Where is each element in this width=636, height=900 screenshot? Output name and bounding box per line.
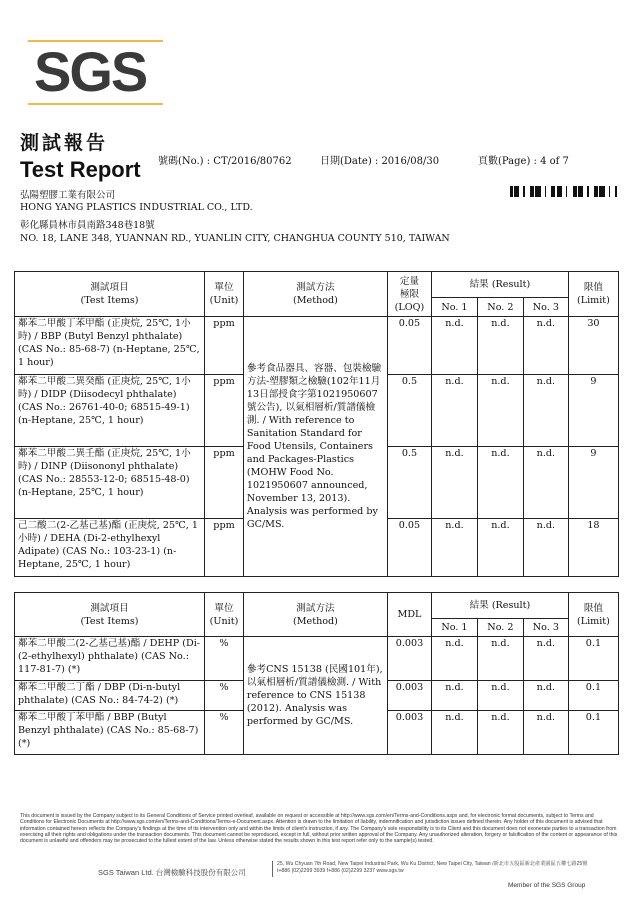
unit-cell: ppm xyxy=(205,519,244,577)
client-name-en: HONG YANG PLASTICS INDUSTRIAL CO., LTD. xyxy=(20,202,253,213)
test-item: 鄰苯二甲酸丁苯甲酯 (正庚烷, 25℃, 1小時) / BBP (Butyl Benzyl phthalate) (CAS No.: 85-68-7) (n-Heptane, 25℃, 1 hour) xyxy=(15,317,205,375)
col-header-mdl: MDL xyxy=(388,593,432,637)
result-no2: n.d. xyxy=(477,317,523,375)
footer-company-name: SGS Taiwan Ltd. 台灣檢驗科技股份有限公司 xyxy=(98,868,246,877)
limit-cell: 0.1 xyxy=(568,711,618,755)
unit-cell: ppm xyxy=(205,317,244,375)
col-header-no1: No. 1 xyxy=(431,298,477,317)
result-no3: n.d. xyxy=(523,375,568,447)
footer-address-line: 25, Wu Chyuan 7th Road, New Taipei Industrial Park, Wu Ku District, New Taipei City, Taiwan /新北市五股區新北產業園區五權七路25號 xyxy=(277,861,588,867)
table-row xyxy=(15,317,619,375)
client-address-zh: 彰化縣員林市員南路348巷18號 xyxy=(20,220,155,231)
result-no1: n.d. xyxy=(431,375,477,447)
test-item: 鄰苯二甲酸二丁酯 / DBP (Di-n-butyl phthalate) (CAS No.: 84-74-2) (*) xyxy=(15,681,205,711)
result-no1: n.d. xyxy=(431,519,477,577)
sgs-logo xyxy=(28,38,163,106)
report-title-zh: 測試報告 xyxy=(20,132,109,154)
result-no3: n.d. xyxy=(523,317,568,375)
result-no1: n.d. xyxy=(431,317,477,375)
unit-cell: % xyxy=(205,711,244,755)
col-header-test-items: 測試項目 (Test Items) xyxy=(15,593,205,637)
col-header-no1: No. 1 xyxy=(431,619,477,637)
result-no3: n.d. xyxy=(523,681,568,711)
sgs-logo-text: SGS xyxy=(34,40,147,103)
loq-cell: 0.05 xyxy=(388,519,432,577)
test-item: 己二酸二(2-乙基己基)酯 (正庚烷, 25℃, 1小時) / DEHA (Di-2-ethylhexyl Adipate) (CAS No.: 103-23-1) (n-Heptane, 25℃, 1 hour) xyxy=(15,519,205,577)
report-number: 號碼(No.) : CT/2016/80762 xyxy=(158,156,292,167)
result-no2: n.d. xyxy=(477,519,523,577)
limit-cell: 0.1 xyxy=(568,681,618,711)
result-no2: n.d. xyxy=(477,447,523,519)
result-no3: n.d. xyxy=(523,637,568,681)
col-header-no3: No. 3 xyxy=(523,298,568,317)
result-no2: n.d. xyxy=(477,375,523,447)
unit-cell: ppm xyxy=(205,447,244,519)
method-cell: 參考食品器具、容器、包裝檢驗方法-塑膠類之檢驗(102年11月13日部授食字第1021950607號公告), 以氣相層析/質譜儀檢測. / With reference to Sanitation Standard for Food Utensils, Containers and Packages-Plastics (MOHW Food No. 1021950607 announced, November 13, 2013). Analysis was performed by GC/MS. xyxy=(243,317,387,577)
col-header-limit: 限值 (Limit) xyxy=(568,272,618,317)
unit-cell: % xyxy=(205,637,244,681)
col-header-loq: 定量 極限 (LOQ) xyxy=(388,272,432,317)
test-item: 鄰苯二甲酸丁苯甲酯 / BBP (Butyl Benzyl phthalate) (CAS No.: 85-68-7) (*) xyxy=(15,711,205,755)
test-item: 鄰苯二甲酸二(2-乙基己基)酯 / DEHP (Di-(2-ethylhexyl) phthalate) (CAS No.: 117-81-7) (*) xyxy=(15,637,205,681)
limit-cell: 9 xyxy=(568,375,618,447)
mdl-cell: 0.003 xyxy=(388,711,432,755)
col-header-no2: No. 2 xyxy=(477,619,523,637)
col-header-limit: 限值 (Limit) xyxy=(568,593,618,637)
col-header-no3: No. 3 xyxy=(523,619,568,637)
results-table-phthalates xyxy=(14,592,619,755)
result-no2: n.d. xyxy=(477,711,523,755)
footer-contact-line: t+886 (02)2299 3939 f+886 (02)2299 3237 www.sgs.tw xyxy=(277,868,404,874)
client-address-en: NO. 18, LANE 348, YUANNAN RD., YUANLIN CITY, CHANGHUA COUNTY 510, TAIWAN xyxy=(20,233,450,244)
limit-cell: 30 xyxy=(568,317,618,375)
loq-cell: 0.5 xyxy=(388,447,432,519)
loq-cell: 0.05 xyxy=(388,317,432,375)
limit-cell: 0.1 xyxy=(568,637,618,681)
limit-cell: 18 xyxy=(568,519,618,577)
test-item: 鄰苯二甲酸二異壬酯 (正庚烷, 25℃, 1小時) / DINP (Diisononyl phthalate) (CAS No.: 28553-12-0; 68515-48-0) (n-Heptane, 25℃, 1 hour) xyxy=(15,447,205,519)
loq-cell: 0.5 xyxy=(388,375,432,447)
unit-cell: % xyxy=(205,681,244,711)
legal-disclaimer: This document is issued by the Company subject to its General Conditions of Service printed overleaf, available on request or accessible at http://www.sgs.com/en/Terms-and-Conditions.aspx and, for electronic format documents, subject to Terms and Conditions for Electronic Documents at http://www.sgs.com/en/Terms-and-Conditions/Terms-e-Document.aspx. Attention is drawn to the limitation of liability, indemnification and jurisdiction issues defined therein. Any holder of this document is advised that information contained hereon reflects the Company's findings at the time of its intervention only and within the limits of client's instruction, if any. The Company's sole responsibility is to its Client and this document does not exonerate parties to a transaction from exercising all their rights and obligations under the transaction documents. This document cannot be reproduced, except in full, without prior written approval of the Company. Any unauthorized alteration, forgery or falsification of the content or appearance of this document is unlawful and offenders may be prosecuted to the fullest extent of the law. Unless otherwise stated the results shown in this test report refer only to the sample(s) tested. xyxy=(20,813,618,845)
col-header-result: 結果 (Result) xyxy=(431,593,568,619)
results-table-migration xyxy=(14,271,619,577)
col-header-test-items: 測試項目 (Test Items) xyxy=(15,272,205,317)
result-no3: n.d. xyxy=(523,519,568,577)
result-no1: n.d. xyxy=(431,711,477,755)
col-header-unit: 單位 (Unit) xyxy=(205,593,244,637)
unit-cell: ppm xyxy=(205,375,244,447)
report-title-en: Test Report xyxy=(20,157,141,182)
col-header-method: 測試方法 (Method) xyxy=(243,272,387,317)
footer-address xyxy=(277,861,587,875)
result-no3: n.d. xyxy=(523,711,568,755)
barcode xyxy=(510,186,618,197)
report-date: 日期(Date) : 2016/08/30 xyxy=(320,156,440,167)
result-no2: n.d. xyxy=(477,681,523,711)
col-header-result: 結果 (Result) xyxy=(431,272,568,298)
col-header-method: 測試方法 (Method) xyxy=(243,593,387,637)
limit-cell: 9 xyxy=(568,447,618,519)
mdl-cell: 0.003 xyxy=(388,637,432,681)
result-no3: n.d. xyxy=(523,447,568,519)
method-cell: 參考CNS 15138 (民國101年), 以氣相層析/質譜儀檢測. / With reference to CNS 15138 (2012). Analysis was performed by GC/MS. xyxy=(243,637,387,755)
result-no2: n.d. xyxy=(477,637,523,681)
report-page: 頁數(Page) : 4 of 7 xyxy=(478,156,569,167)
test-item: 鄰苯二甲酸二異癸酯 (正庚烷, 25℃, 1小時) / DIDP (Diisodecyl phthalate) (CAS No.: 26761-40-0; 68515-49-1) (n-Heptane, 25℃, 1 hour) xyxy=(15,375,205,447)
table-row xyxy=(15,637,619,681)
col-header-unit: 單位 (Unit) xyxy=(205,272,244,317)
col-header-no2: No. 2 xyxy=(477,298,523,317)
client-name-zh: 弘陽塑膠工業有限公司 xyxy=(20,190,116,201)
result-no1: n.d. xyxy=(431,447,477,519)
result-no1: n.d. xyxy=(431,637,477,681)
mdl-cell: 0.003 xyxy=(388,681,432,711)
result-no1: n.d. xyxy=(431,681,477,711)
footer-divider xyxy=(272,861,273,877)
sgs-group-member: Member of the SGS Group xyxy=(508,882,586,889)
